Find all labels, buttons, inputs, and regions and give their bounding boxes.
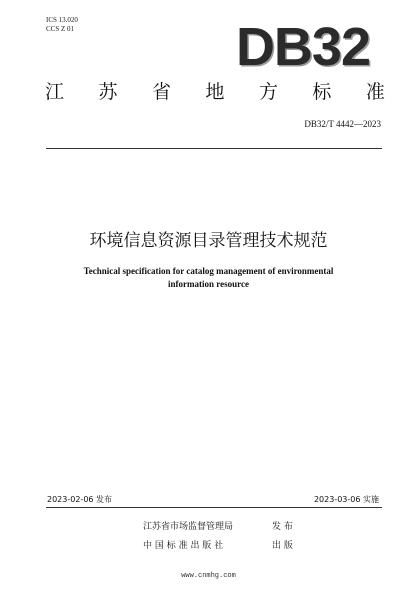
standard-type-char: 标 bbox=[312, 81, 332, 103]
issuer-action: 发 布 bbox=[272, 522, 293, 532]
english-title-line: information resource bbox=[168, 279, 249, 289]
ccs-code: CCS Z 01 bbox=[46, 25, 75, 33]
bottom-divider bbox=[46, 507, 382, 508]
top-divider bbox=[46, 148, 382, 149]
publisher-row bbox=[130, 540, 330, 552]
ics-code: ICS 13.020 bbox=[46, 16, 78, 24]
english-title-line: Technical specification for catalog management of environmental bbox=[83, 266, 334, 276]
implement-date: 2023-03-06 实施 bbox=[313, 495, 379, 504]
standard-type-char: 苏 bbox=[98, 81, 118, 103]
standard-type-heading bbox=[45, 80, 385, 104]
website-link[interactable]: www.cnmhg.com bbox=[181, 572, 236, 580]
issuer-row bbox=[130, 521, 330, 533]
issuer-name: 江苏省市场监督管理局 bbox=[143, 522, 234, 532]
chinese-title: 环境信息资源目录管理技术规范 bbox=[89, 231, 328, 251]
publish-date: 2023-02-06 发布 bbox=[47, 495, 113, 504]
standard-type-char: 准 bbox=[365, 81, 385, 103]
publisher-name: 中 国 标 准 出 版 社 bbox=[143, 541, 224, 551]
english-title bbox=[60, 265, 357, 291]
standard-type-char: 地 bbox=[205, 81, 225, 103]
standard-number: DB32/T 4442—2023 bbox=[304, 119, 381, 129]
publisher-action: 出 版 bbox=[272, 541, 293, 551]
standard-type-char: 江 bbox=[45, 81, 65, 103]
classification-codes bbox=[46, 16, 78, 34]
db32-logo: DB32 bbox=[235, 17, 370, 77]
standard-type-char: 方 bbox=[258, 81, 278, 103]
standard-type-char: 省 bbox=[151, 81, 171, 103]
